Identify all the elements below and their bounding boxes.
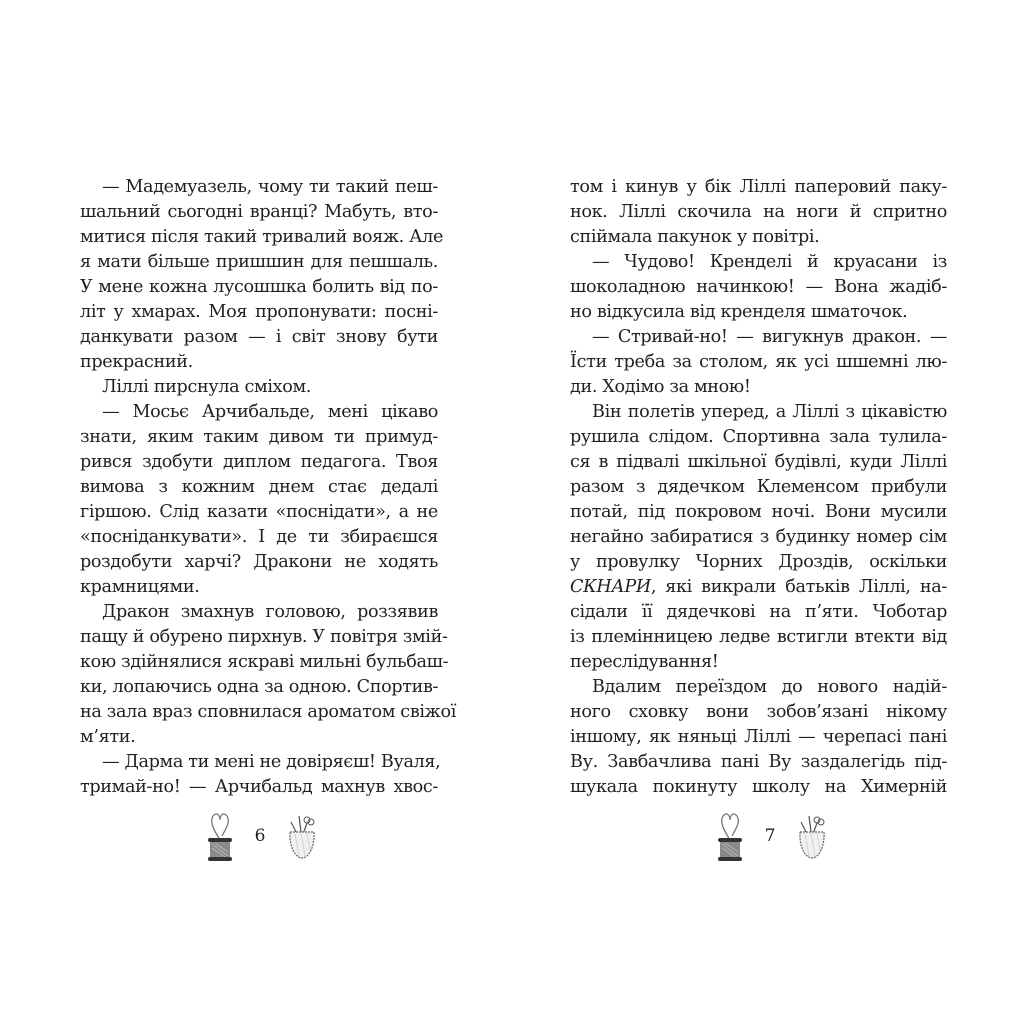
text-line: данкувати разом — і світ знову бути — [80, 327, 438, 347]
text-segment: , які викрали батьків Ліллі, на- — [650, 577, 947, 597]
text-line: роздобути харчі? Дракони не ходять — [80, 552, 438, 572]
page-number: 6 — [254, 826, 266, 846]
text-line — [570, 575, 947, 600]
text-line: кою здійнялися яскраві мильні бульбаш- — [80, 652, 449, 672]
left-page-text — [80, 175, 456, 800]
text-line: на зала враз сповнилася ароматом свіжої — [80, 702, 456, 722]
pincushion-icon — [795, 810, 829, 862]
text-line: літ у хмарах. Моя пропонувати: посні- — [80, 302, 438, 322]
text-line: — Мосьє Арчибальде, мені цікаво — [102, 402, 438, 422]
pincushion-icon — [285, 810, 319, 862]
text-line: потай, під покровом ночі. Вони мусили — [570, 502, 947, 522]
text-line: крамницями. — [80, 577, 200, 597]
left-page-footer — [205, 806, 319, 866]
text-line: рився здобути диплом педагога. Твоя — [80, 452, 438, 472]
text-line: митися після такий тривалий вояж. Але — [80, 227, 444, 247]
text-line: у провулку Чорних Дроздів, оскільки — [570, 552, 947, 572]
text-line: переслідування! — [570, 652, 719, 672]
text-line: шукала покинуту школу на Химерній — [570, 777, 947, 797]
text-line: «посніданкувати». І де ти збираєшся — [80, 527, 438, 547]
text-line: но відкусила від кренделя шматочок. — [570, 302, 908, 322]
text-line: тримай-но! — Арчибальд махнув хвос- — [80, 777, 438, 797]
text-line: том і кинув у бік Ліллі паперовий паку- — [570, 177, 947, 197]
text-line: прекрасний. — [80, 352, 193, 372]
text-line: — Мадемуазель, чому ти такий пеш- — [102, 177, 438, 197]
thread-spool-icon — [205, 810, 235, 862]
text-line: м’яти. — [80, 727, 136, 747]
text-line: сідали її дядечкові на п’яти. Чоботар — [570, 602, 947, 622]
text-line: Він полетів уперед, а Ліллі з цікавістю — [592, 402, 947, 422]
text-line: Ву. Завбачлива пані Ву заздалегідь під- — [570, 752, 947, 772]
text-line: Вдалим переїздом до нового надій- — [592, 677, 947, 697]
thread-spool-icon — [715, 810, 745, 862]
text-line: я мати більше пришшин для пешшаль. — [80, 252, 438, 272]
text-line: Ліллі пирснула сміхом. — [102, 377, 312, 397]
text-line: спіймала пакунок у повітрі. — [570, 227, 820, 247]
text-line: пащу й обурено пирхнув. У повітря змій- — [80, 627, 448, 647]
text-line: — Стривай-но! — вигукнув дракон. — — [592, 327, 947, 347]
text-line: негайно забиратися з будинку номер сім — [570, 527, 947, 547]
italic-text: СКНАРИ — [570, 577, 651, 597]
right-page-text — [570, 175, 947, 800]
text-line: шальний сьогодні вранці? Мабуть, вто- — [80, 202, 438, 222]
text-line: гіршою. Слід казати «поснідати», а не — [80, 502, 438, 522]
text-line: із племінницею ледве встигли втекти від — [570, 627, 947, 647]
text-line: іншому, як няньці Ліллі — черепасі пані — [570, 727, 947, 747]
text-line: — Чудово! Кренделі й круасани із — [592, 252, 947, 272]
right-page-footer — [715, 806, 829, 866]
text-line: шоколадною начинкою! — Вона жадіб- — [570, 277, 947, 297]
text-line: рушила слідом. Спортивна зала тулила- — [570, 427, 947, 447]
text-line: нок. Ліллі скочила на ноги й спритно — [570, 202, 947, 222]
text-line: ся в підвалі шкільної будівлі, куди Ліллі — [570, 452, 947, 472]
text-line: У мене кожна лусошшка болить від по- — [80, 277, 438, 297]
text-line: Їсти треба за столом, як усі шшемні лю- — [570, 352, 947, 372]
page-number: 7 — [764, 826, 776, 846]
text-line: разом з дядечком Клеменсом прибули — [570, 477, 947, 497]
text-line: — Дарма ти мені не довіряєш! Вуаля, — [102, 752, 441, 772]
text-line: ного сховку вони зобов’язані нікому — [570, 702, 947, 722]
text-line: ки, лопаючись одна за одною. Спортив- — [80, 677, 439, 697]
text-line: ди. Ходімо за мною! — [570, 377, 751, 397]
text-line: вимова з кожним днем стає дедалі — [80, 477, 438, 497]
text-line: знати, яким таким дивом ти примуд- — [80, 427, 438, 447]
text-line: Дракон змахнув головою, роззявив — [102, 602, 438, 622]
